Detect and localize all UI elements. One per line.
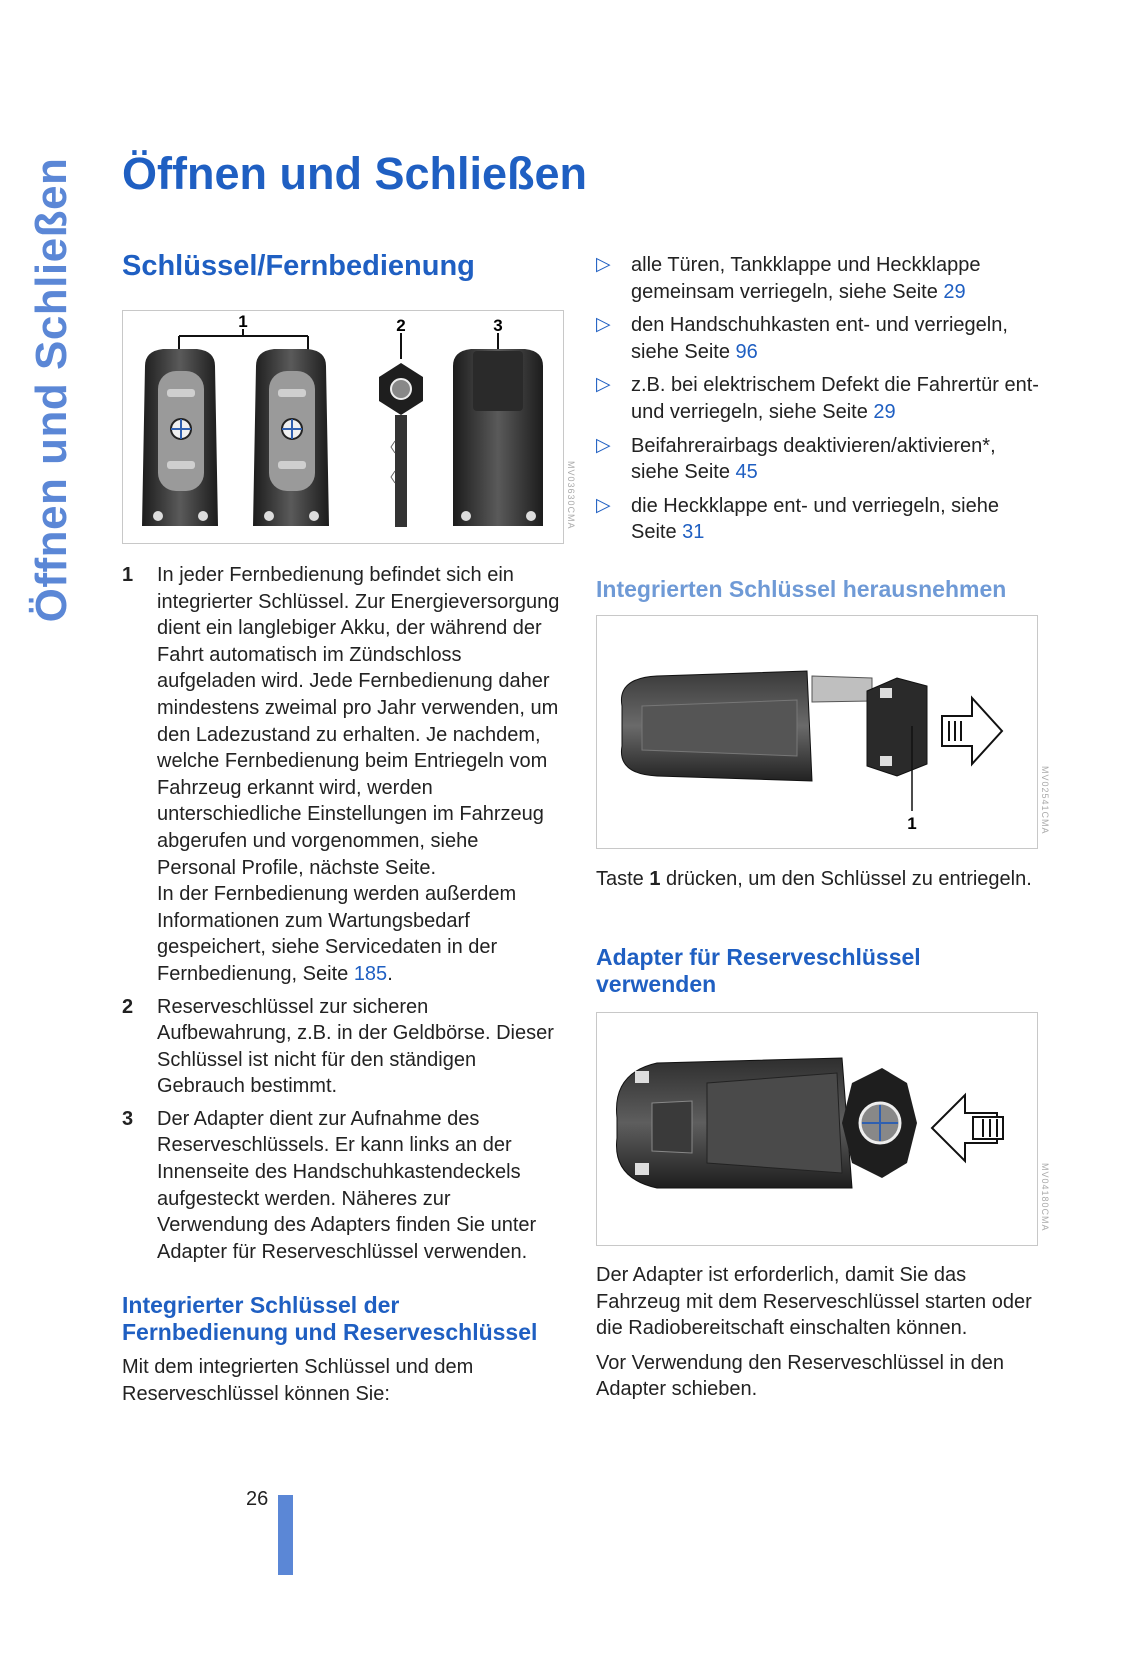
page-marker-bar <box>278 1495 293 1575</box>
bullet-item: ▷ den Handschuhkasten ent- und verriegeln, siehe Seite 96 <box>596 314 1008 363</box>
figure-code: MV04180CMA <box>1040 1163 1050 1232</box>
remove-key-figure <box>596 615 1050 849</box>
bullet-item: ▷ die Heckklappe ent- und verriegeln, siehe Seite 31 <box>596 494 999 544</box>
page-number: 26 <box>246 1488 269 1510</box>
adapter-text <box>596 1262 1046 1411</box>
side-chapter-title: Öffnen und Schließen <box>27 157 76 623</box>
section-heading-adapter: Adapter für Reserveschlüssel verwenden <box>596 944 921 997</box>
bullet-item: ▷ alle Türen, Tankklappe und Heckklappe gemeinsam verriegeln, siehe Seite 29 <box>596 254 981 303</box>
arrow-right-icon <box>942 698 1002 764</box>
figure-label-2: 2 <box>396 316 406 335</box>
adapter-paragraph-2: Vor Verwendung den Reserveschlüssel in den Adapter schieben. <box>596 1351 1005 1401</box>
page-link-29[interactable]: 29 <box>873 400 896 423</box>
figure-code: MV02541CMA <box>1040 766 1050 835</box>
page-link-45[interactable]: 45 <box>735 461 758 484</box>
adapter-paragraph-1: Der Adapter ist erforderlich, damit Sie das Fahrzeug mit dem Reserveschlüssel starten oder die Radiobereitschaft einschalten können. <box>596 1264 1032 1340</box>
bullet-item: ▷ Beifahrerairbags deaktivieren/aktivieren*, siehe Seite 45 <box>596 434 996 484</box>
section-heading-integrated-key: Integrierter Schlüssel der Fernbedienung und Reserveschlüssel <box>122 1292 538 1345</box>
figure-code: MV03630CMA <box>566 461 576 530</box>
key-description-list <box>122 562 562 1271</box>
figure-label-3: 3 <box>493 316 503 335</box>
spare-key <box>379 363 423 527</box>
section-heading-remove-key: Integrierten Schlüssel herausnehmen <box>596 576 1007 602</box>
keys-figure <box>122 310 576 544</box>
list-item-1: 1 In jeder Fernbedienung befindet sich ein integrierter Schlüssel. Zur Energieversorgung dient ein langlebiger Akku, der während der Fahrt automatisch im Zündschloss aufgeladen wird. Jede Fernbedienung daher mindestens zweimal pro Jahr verwenden, um den Ladezustand zu erhalten. Je nachdem, welche Fernbedienung beim Entriegeln vom Fahrzeug erkannt wird, werden unterschiedliche Einstellungen im Fahrzeug abgerufen und vorgenommen, siehe Personal Profile, nächste Seite. In der Fernbedienung werden außerdem Informationen zum Wartungsbedarf gespeichert, siehe Servicedaten in der Fernbedienung, Seite 185. <box>122 564 560 985</box>
list-item-3: 3 Der Adapter dient zur Aufnahme des Reserveschlüssels. Er kann links an der Innenseite des Handschuhkastendeckels aufgesteckt werden. Näheres zur Verwendung des Adapters finden Sie unter Adapter für Reserveschlüssel verwenden. <box>122 1107 537 1263</box>
integrated-key-intro: Mit dem integrierten Schlüssel und dem Reserveschlüssel können Sie: <box>122 1356 474 1405</box>
remote-key-1 <box>142 349 218 526</box>
figure-label-1: 1 <box>238 312 248 331</box>
list-item-2: 2 Reserveschlüssel zur sicheren Aufbewahrung, z.B. in der Geldbörse. Dieser Schlüssel ist nicht für den ständigen Gebrauch bestimmt. <box>122 995 554 1098</box>
arrow-left-icon <box>932 1095 1003 1161</box>
adapter-figure <box>596 1012 1050 1246</box>
page-link-29[interactable]: 29 <box>943 280 966 303</box>
remote-key-2 <box>253 349 329 526</box>
remove-key-instruction: Taste 1 drücken, um den Schlüssel zu entriegeln. <box>596 868 1032 890</box>
figure-label-button-1: 1 <box>907 814 917 833</box>
bullet-item: ▷ z.B. bei elektrischem Defekt die Fahrertür ent- und verriegeln, siehe Seite 29 <box>596 374 1039 423</box>
section-heading-keys: Schlüssel/Fernbedienung <box>122 250 475 282</box>
page-link-185[interactable]: 185 <box>353 962 388 985</box>
usage-bullets <box>596 252 1046 553</box>
adapter <box>453 349 543 526</box>
page-title: Öffnen und Schließen <box>122 148 588 199</box>
page-link-31[interactable]: 31 <box>682 521 705 544</box>
page-link-96[interactable]: 96 <box>735 340 758 363</box>
